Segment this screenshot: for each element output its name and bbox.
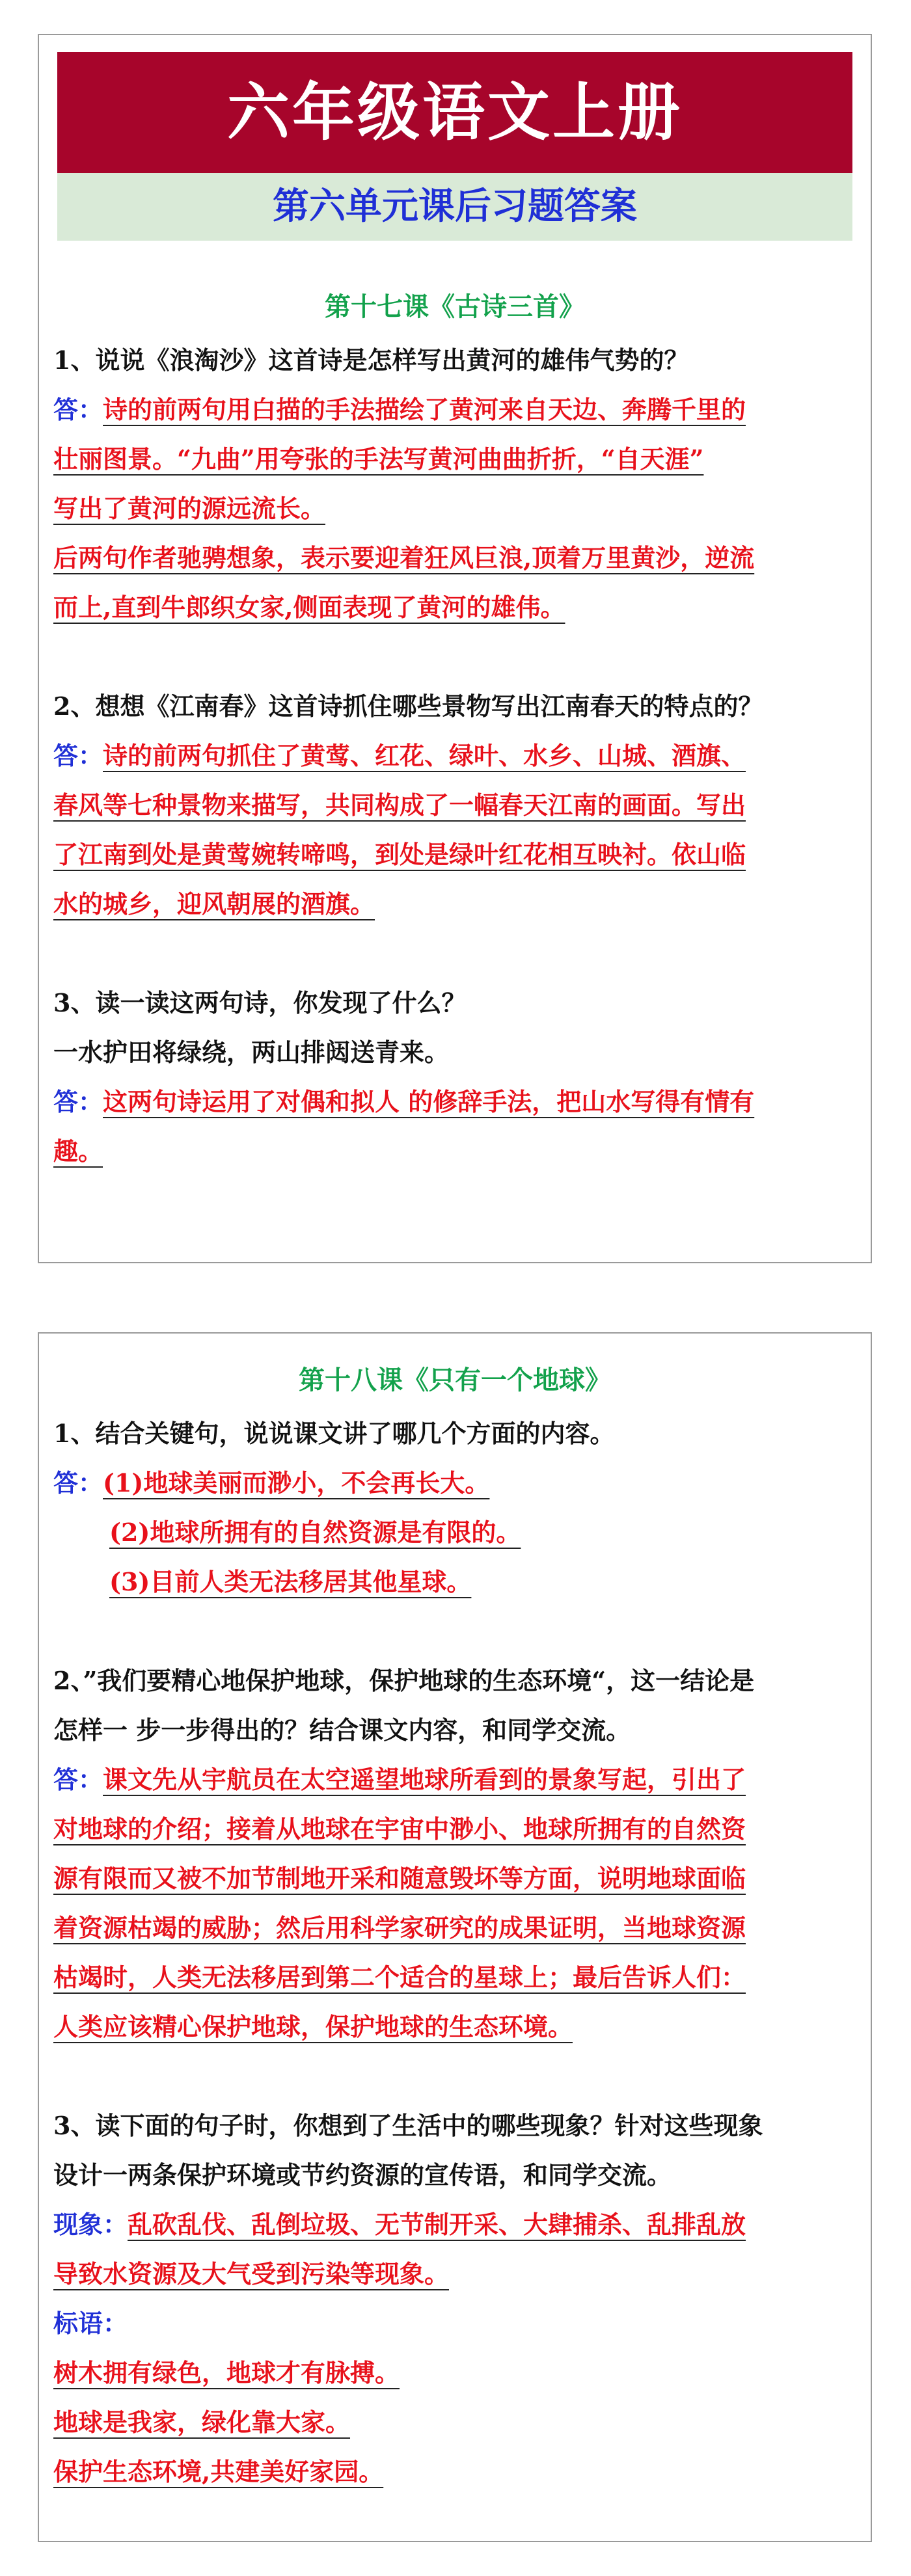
answer-line: 源有限而又被不加节制地开采和随意毁坏等方面，说明地球面临 bbox=[53, 1864, 746, 1893]
answer-line: 人类应该精心保护地球，保护地球的生态环境。 bbox=[53, 2012, 573, 2041]
answer-line: (2)地球所拥有的自然资源是有限的。 bbox=[109, 1518, 521, 1547]
question-3 bbox=[53, 2101, 856, 2200]
answer-line: 水的城乡，迎风朝展的酒旗。 bbox=[53, 889, 375, 919]
page-subtitle: 第六单元课后习题答案 bbox=[57, 173, 852, 241]
phenomena-answer bbox=[53, 2200, 856, 2299]
answer-line: 对地球的介绍；接着从地球在宇宙中渺小、地球所拥有的自然资 bbox=[53, 1814, 746, 1844]
question-line: 怎样一 步一步得出的？结合课文内容，和同学交流。 bbox=[53, 1715, 631, 1745]
answer-label: 答： bbox=[53, 741, 103, 770]
answer-line: 写出了黄河的源远流长。 bbox=[53, 494, 326, 523]
answer-line: 了江南到处是黄莺婉转啼鸣，到处是绿叶红花相互映衬。依山临 bbox=[53, 840, 746, 869]
answer-1 bbox=[53, 385, 856, 632]
answer-line: 而上,直到牛郎织女家,侧面表现了黄河的雄伟。 bbox=[53, 593, 565, 622]
answer-line: (1)地球美丽而渺小，不会再长大。 bbox=[103, 1468, 490, 1497]
question-line: 2、”我们要精心地保护地球，保护地球的生态环境“，这一结论是 bbox=[53, 1666, 755, 1695]
answer-line: 乱砍乱伐、乱倒垃圾、无节制开采、大肆捕杀、乱排乱放 bbox=[128, 2210, 746, 2239]
answer-line: 着资源枯竭的威胁；然后用科学家研究的成果证明，当地球资源 bbox=[53, 1913, 746, 1942]
answer-line: 导致水资源及大气受到污染等现象。 bbox=[53, 2259, 450, 2288]
answer-line: 壮丽图景。“九曲”用夸张的手法写黄河曲曲折折，“自天涯” bbox=[53, 444, 704, 474]
lesson18-content bbox=[53, 1362, 856, 2497]
question-2 bbox=[53, 1656, 856, 1755]
page-title: 六年级语文上册 bbox=[57, 52, 852, 173]
question-1: 1、结合关键句，说说课文讲了哪几个方面的内容。 bbox=[53, 1419, 615, 1448]
lesson17-content bbox=[53, 289, 856, 1176]
answer-2 bbox=[53, 731, 856, 929]
answer-line: 趣。 bbox=[53, 1136, 103, 1166]
answer-1 bbox=[53, 1458, 856, 1607]
answer-2 bbox=[53, 1755, 856, 2052]
answer-line: (3)目前人类无法移居其他星球。 bbox=[109, 1567, 472, 1596]
lesson18-title: 第十八课《只有一个地球》 bbox=[299, 1365, 611, 1395]
answer-line: 这两句诗运用了对偶和拟人 的修辞手法，把山水写得有情有 bbox=[103, 1087, 755, 1116]
slogan-answer bbox=[53, 2299, 856, 2497]
slogan-line: 地球是我家，绿化靠大家。 bbox=[53, 2408, 351, 2437]
slogan-line: 保护生态环境,共建美好家园。 bbox=[53, 2457, 384, 2486]
answer-line: 诗的前两句抓住了黄莺、红花、绿叶、水乡、山城、酒旗、 bbox=[103, 741, 746, 770]
answer-label: 答： bbox=[53, 395, 103, 424]
answer-line: 课文先从宇航员在太空遥望地球所看到的景象写起，引出了 bbox=[103, 1765, 746, 1794]
slogan-label: 标语： bbox=[53, 2309, 128, 2338]
answer-line: 枯竭时，人类无法移居到第二个适合的星球上；最后告诉人们： bbox=[53, 1963, 746, 1992]
answer-label: 答： bbox=[53, 1087, 103, 1116]
question-3: 3、读一读这两句诗，你发现了什么？ bbox=[53, 988, 467, 1017]
question-line: 设计一两条保护环境或节约资源的宣传语，和同学交流。 bbox=[53, 2160, 672, 2190]
lesson17-card bbox=[38, 34, 872, 1263]
answer-label: 答： bbox=[53, 1765, 103, 1794]
slogan-line: 树木拥有绿色，地球才有脉搏。 bbox=[53, 2358, 400, 2387]
answer-line: 后两句作者驰骋想象，表示要迎着狂风巨浪,顶着万里黄沙，逆流 bbox=[53, 543, 755, 572]
answer-line: 春风等七种景物来描写，共同构成了一幅春天江南的画面。写出 bbox=[53, 790, 746, 820]
phenomena-label: 现象： bbox=[53, 2210, 128, 2239]
answer-3 bbox=[53, 1077, 856, 1176]
answer-label: 答： bbox=[53, 1468, 103, 1497]
lesson18-card bbox=[38, 1332, 872, 2542]
question-2: 2、想想《江南春》这首诗抓住哪些景物写出江南春天的特点的？ bbox=[53, 691, 763, 721]
answer-line: 诗的前两句用白描的手法描绘了黄河来自天边、奔腾千里的 bbox=[103, 395, 746, 424]
poem-lines: 一水护田将绿绕，两山排闼送青来。 bbox=[53, 1038, 450, 1067]
question-1: 1、说说《浪淘沙》这首诗是怎样写出黄河的雄伟气势的？ bbox=[53, 345, 689, 375]
lesson17-title: 第十七课《古诗三首》 bbox=[325, 292, 585, 322]
question-line: 3、读下面的句子时，你想到了生活中的哪些现象？针对这些现象 bbox=[53, 2111, 763, 2140]
